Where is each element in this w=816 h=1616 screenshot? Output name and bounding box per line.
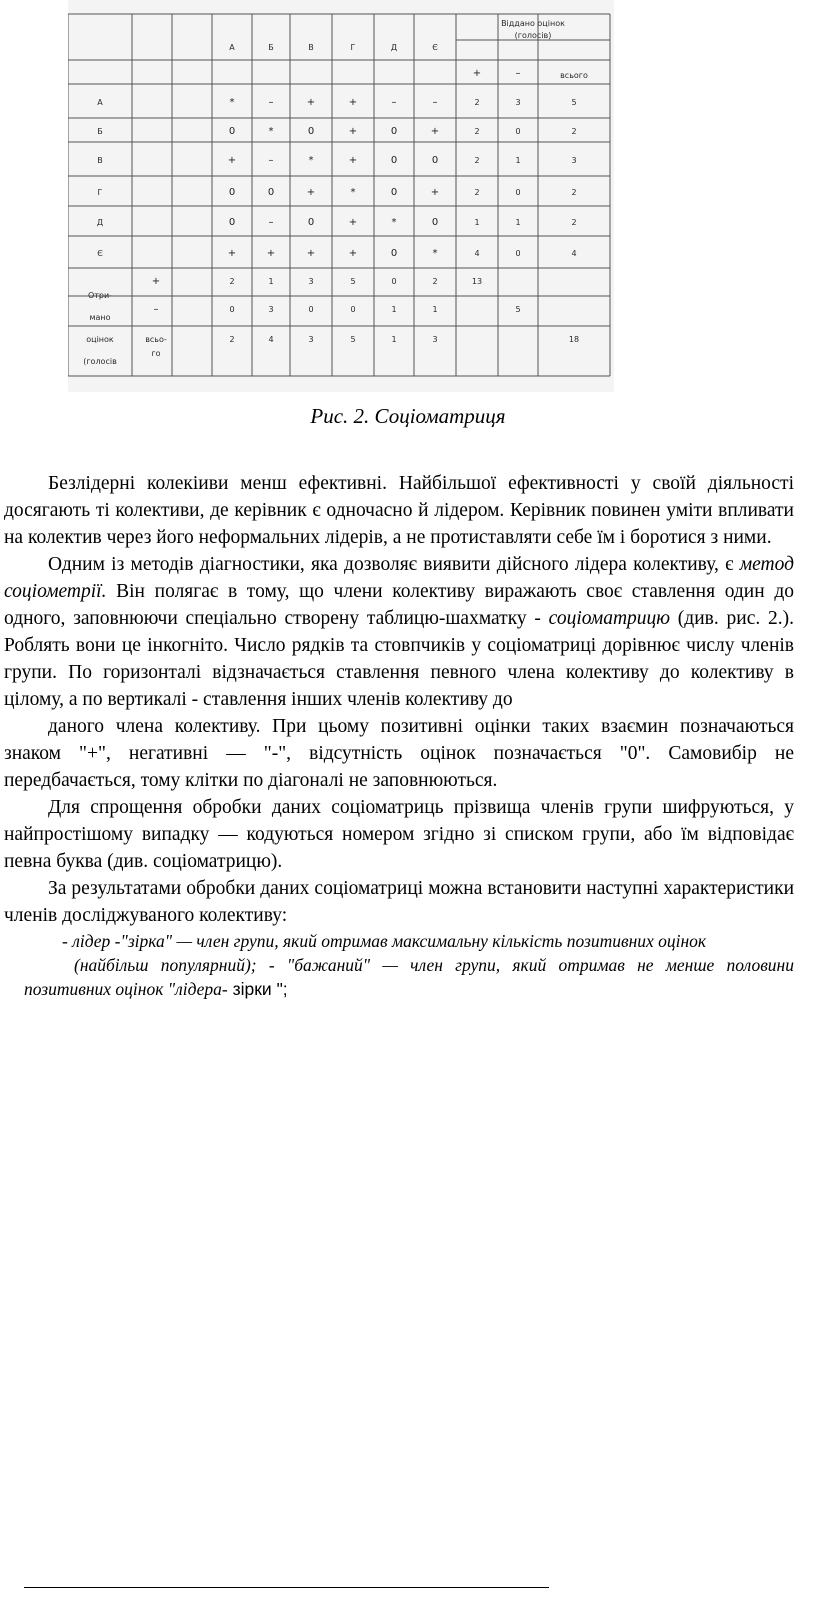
row-name: А — [97, 98, 103, 107]
table-cell: 0 — [390, 126, 398, 137]
received-sum: 18 — [568, 335, 580, 344]
table-cell: + — [348, 217, 358, 228]
row-name: Б — [97, 127, 103, 136]
received-sign: го — [151, 349, 161, 358]
table-cell: 0 — [390, 155, 398, 166]
table-cell: * — [268, 126, 274, 137]
column-letter: А — [229, 43, 235, 52]
row-minus: 1 — [515, 156, 521, 165]
row-plus: 1 — [474, 218, 480, 227]
received-value: 3 — [268, 305, 274, 314]
table-cell: 0 — [431, 217, 439, 228]
table-cell: – — [391, 97, 397, 108]
row-minus: 0 — [515, 127, 521, 136]
row-minus: 0 — [515, 249, 521, 258]
row-minus: 0 — [515, 188, 521, 197]
received-sign: всьо- — [145, 335, 167, 344]
given-total-header: всього — [560, 71, 588, 80]
received-value: 0 — [391, 277, 397, 286]
row-total: 5 — [571, 98, 577, 107]
row-plus: 4 — [474, 249, 480, 258]
received-value: 0 — [308, 305, 314, 314]
received-value: 0 — [350, 305, 356, 314]
received-value: 2 — [229, 277, 235, 286]
received-value: 4 — [268, 335, 274, 344]
table-cell: + — [348, 126, 358, 137]
received-value: 1 — [432, 305, 438, 314]
term-sociometry: метод соціометрії. — [4, 554, 794, 602]
table-cell: – — [432, 97, 438, 108]
table-cell: * — [229, 97, 235, 108]
column-letter: Б — [268, 43, 274, 52]
received-value: 1 — [391, 305, 397, 314]
paragraph-2: Одним із методів діагностики, яка дозволяє виявити дійсного лідера колективу, є метод соціометрії. Він полягає в тому, що члени колективу виражають своє ставлення один до одного, заповнюючи спеціально створену таблицю-шахматку - соціоматрицю (див. рис. 2.). Роблять вони це інкогніто. Число рядків та стовпчиків у соціоматриці дорівнює числу членів групи. По горизонталі відзначається ставлення певного члена колективу до колективу в цілому, а по вертикалі - ставлення інших членів колективу до — [4, 554, 794, 710]
received-value: 5 — [350, 277, 356, 286]
table-cell: – — [268, 217, 274, 228]
list-item-leader: - лідер -"зірка" — член групи, який отримав максимальну кількість позитивних оцінок — [62, 931, 707, 951]
table-cell: 0 — [390, 248, 398, 259]
received-sum: 13 — [471, 277, 483, 286]
term-sociomatrix: соціоматрицю — [548, 608, 671, 629]
table-cell: 0 — [307, 126, 315, 137]
table-cell: + — [348, 97, 358, 108]
paragraph-4: Для спрощення обробки даних соціоматриць прізвища членів групи шифруються, у найпростішому випадку — кодуються номером згідно зі списком групи, або їм відповідає певна буква (див. соціоматрицю). — [4, 797, 794, 872]
row-plus: 2 — [474, 188, 480, 197]
row-name: В — [97, 156, 103, 165]
table-cell: + — [430, 187, 440, 198]
table-cell: + — [266, 248, 276, 259]
row-total: 2 — [571, 188, 577, 197]
paragraph-3: даного члена колективу. При цьому позитивні оцінки таких взаємин позначаються знаком "+", негативні — "-", відсутність оцінок позначається "0". Самовибір не передбачається, тому клітки по діагоналі не заповнюються. — [4, 716, 794, 791]
given-minus-header: – — [515, 68, 521, 79]
received-label: (голосів — [83, 357, 117, 366]
table-cell: 0 — [267, 187, 275, 198]
table-cell: 0 — [431, 155, 439, 166]
table-cell: * — [308, 155, 314, 166]
figure-caption: Рис. 2. Соціоматриця — [310, 404, 506, 428]
list-item-desired: (найбільш популярний); - "бажаний" — член групи, який отримав не менше половини позитивних оцінок "лідера- зірки "; — [24, 955, 794, 999]
table-cell: + — [306, 187, 316, 198]
received-label: Отри- — [87, 291, 113, 300]
column-letter: В — [308, 43, 314, 52]
received-value: 5 — [350, 335, 356, 344]
column-letter: Д — [390, 43, 398, 52]
row-plus: 2 — [474, 98, 480, 107]
received-value: 1 — [391, 335, 397, 344]
received-value: 1 — [268, 277, 274, 286]
table-cell: * — [391, 217, 397, 228]
received-value: 3 — [432, 335, 438, 344]
received-label: оцінок — [86, 335, 114, 344]
table-cell: 0 — [228, 187, 236, 198]
row-minus: 1 — [515, 218, 521, 227]
row-name: Д — [96, 218, 104, 227]
table-cell: 0 — [228, 217, 236, 228]
column-letter: Г — [350, 43, 356, 52]
body-text — [4, 470, 794, 1001]
table-cell: + — [430, 126, 440, 137]
received-value: 0 — [229, 305, 235, 314]
received-sign: + — [151, 276, 161, 287]
sociomatrix-figure — [68, 0, 614, 392]
table-cell: – — [268, 97, 274, 108]
table-cell: + — [348, 248, 358, 259]
table-cell: + — [227, 248, 237, 259]
row-total: 3 — [571, 156, 577, 165]
row-total: 2 — [571, 218, 577, 227]
table-cell: + — [306, 248, 316, 259]
table-cell: * — [350, 187, 356, 198]
table-cell: 0 — [307, 217, 315, 228]
table-cell: + — [227, 155, 237, 166]
row-total: 4 — [571, 249, 577, 258]
paragraph-5: За результатами обробки даних соціоматриці можна встановити наступні характеристики членів досліджуваного колективу: — [4, 878, 794, 926]
received-value: 3 — [308, 277, 314, 286]
given-plus-header: + — [472, 68, 482, 79]
table-cell: – — [268, 155, 274, 166]
received-value: 2 — [432, 277, 438, 286]
row-plus: 2 — [474, 127, 480, 136]
received-value: 2 — [229, 335, 235, 344]
table-cell: 0 — [390, 187, 398, 198]
column-letter: Є — [432, 43, 438, 52]
header-given: Віддано оцінок — [501, 19, 565, 28]
received-label: мано — [89, 313, 111, 322]
row-total: 2 — [571, 127, 577, 136]
row-name: Є — [97, 249, 103, 258]
footnote-separator — [24, 1587, 549, 1588]
sociomatrix-table — [68, 0, 614, 392]
received-value: 3 — [308, 335, 314, 344]
table-cell: 0 — [228, 126, 236, 137]
row-minus: 3 — [515, 98, 521, 107]
row-plus: 2 — [474, 156, 480, 165]
table-cell: * — [432, 248, 438, 259]
paragraph-1: Безлідерні колекіиви менш ефективні. Найбільшої ефективності у своїй діяльності досягають ті колективи, де керівник є одночасно й лідером. Керівник повинен уміти впливати на колектив через його неформальних лідерів, а не протиставляти себе їм і боротися з ними. — [4, 473, 794, 548]
received-sum: 5 — [515, 305, 521, 314]
header-given-sub: (голосів) — [514, 31, 552, 40]
row-name: Г — [97, 188, 103, 197]
received-sign: – — [153, 304, 159, 315]
table-cell: + — [348, 155, 358, 166]
table-cell: + — [306, 97, 316, 108]
